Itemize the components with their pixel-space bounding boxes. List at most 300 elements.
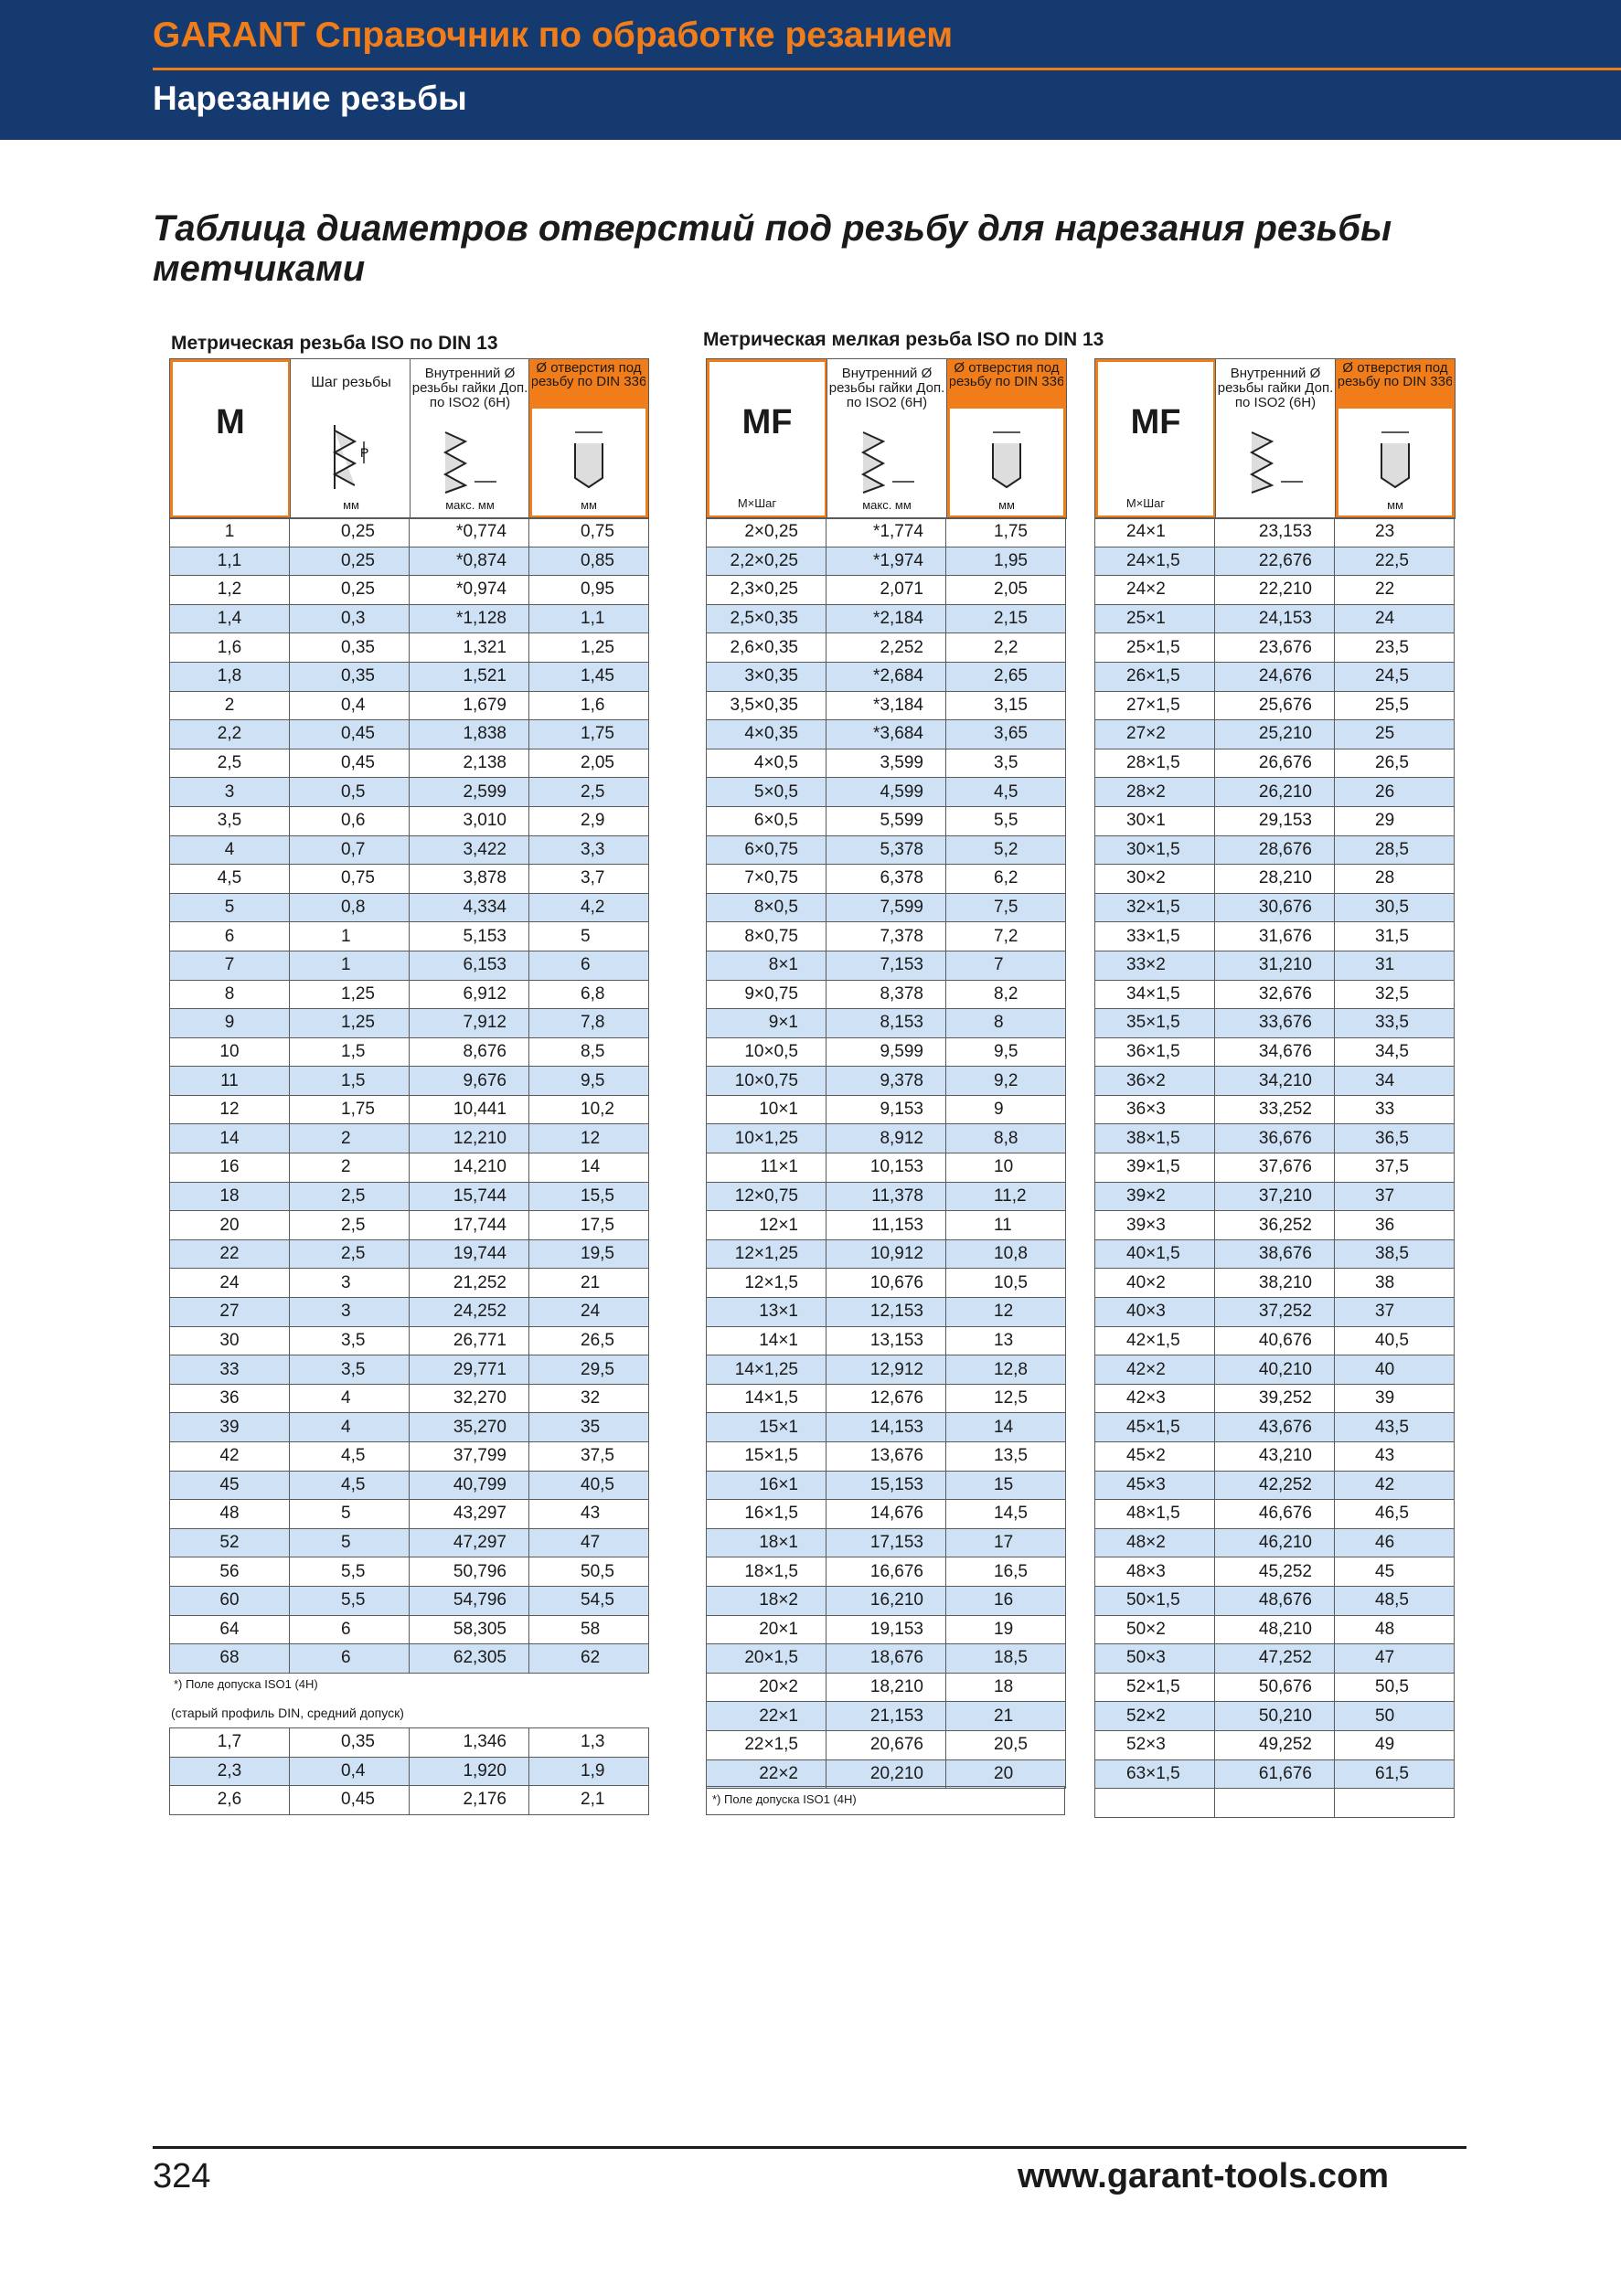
table-cell: 47,297 bbox=[410, 1528, 529, 1557]
table-cell: 13,153 bbox=[826, 1326, 946, 1355]
table-row bbox=[170, 1326, 649, 1355]
table-cell: 10 bbox=[170, 1037, 290, 1067]
table-cell: 2,9 bbox=[529, 806, 649, 835]
table-cell: 11 bbox=[946, 1211, 1066, 1240]
table-cell: 10×1 bbox=[707, 1095, 826, 1124]
section-title: Нарезание резьбы bbox=[153, 80, 467, 117]
table-cell: 2,15 bbox=[946, 604, 1066, 633]
middle-caption: Метрическая мелкая резьба ISO по DIN 13 bbox=[703, 329, 1104, 350]
mf-inner-icon-right bbox=[1246, 430, 1310, 494]
table-cell: 10,676 bbox=[826, 1269, 946, 1298]
table-cell: 2,599 bbox=[410, 778, 529, 807]
table-cell: 40,799 bbox=[410, 1471, 529, 1500]
table-cell: 22×1 bbox=[707, 1702, 826, 1731]
table-cell: 8,5 bbox=[529, 1037, 649, 1067]
table-cell: 20×1 bbox=[707, 1615, 826, 1644]
table-row bbox=[707, 1586, 1066, 1615]
table-cell: 50,5 bbox=[1335, 1673, 1455, 1702]
table-cell: 5×0,5 bbox=[707, 778, 826, 807]
table-cell: 2,5 bbox=[290, 1182, 410, 1211]
table-cell: 26,5 bbox=[529, 1326, 649, 1355]
table-cell: 27 bbox=[170, 1298, 290, 1327]
table-row bbox=[170, 1757, 649, 1786]
table-cell: 1,1 bbox=[170, 547, 290, 576]
table-cell: 7 bbox=[946, 951, 1066, 980]
metric-thread-table bbox=[169, 517, 649, 1674]
table-row bbox=[170, 518, 649, 547]
table-cell: 45×1,5 bbox=[1095, 1413, 1215, 1442]
table-cell: 27×1,5 bbox=[1095, 691, 1215, 720]
table-row bbox=[707, 662, 1066, 691]
table-cell: 11,153 bbox=[826, 1211, 946, 1240]
table-cell: 9,378 bbox=[826, 1067, 946, 1096]
table-cell: 6×0,75 bbox=[707, 835, 826, 865]
pitch-header: Шаг резьбы bbox=[311, 375, 391, 390]
table-cell: 21 bbox=[946, 1702, 1066, 1731]
table-cell: 7,153 bbox=[826, 951, 946, 980]
page-title: Таблица диаметров отверстий под резьбу для нарезания резьбы метчиками bbox=[153, 208, 1392, 289]
m-symbol: M bbox=[216, 403, 245, 441]
table-cell: 6 bbox=[529, 951, 649, 980]
table-cell: 7,599 bbox=[826, 893, 946, 922]
table-cell: 0,25 bbox=[290, 518, 410, 547]
table-cell: 63×1,5 bbox=[1095, 1759, 1215, 1789]
table-row bbox=[707, 1384, 1066, 1413]
table-cell: 11×1 bbox=[707, 1153, 826, 1183]
table-cell: 37 bbox=[1335, 1182, 1455, 1211]
table-cell: 28×1,5 bbox=[1095, 749, 1215, 778]
table-cell: 43 bbox=[1335, 1442, 1455, 1472]
mf-inner-icon bbox=[858, 430, 922, 494]
table-cell: 42×3 bbox=[1095, 1384, 1215, 1413]
table-cell: 1,5 bbox=[290, 1067, 410, 1096]
table-cell: 10,2 bbox=[529, 1095, 649, 1124]
table-cell: 23,676 bbox=[1215, 633, 1335, 663]
table-cell: 24×2 bbox=[1095, 576, 1215, 605]
table-row bbox=[707, 691, 1066, 720]
table-cell: 5,378 bbox=[826, 835, 946, 865]
table-cell: 28,5 bbox=[1335, 835, 1455, 865]
table-cell: 34,5 bbox=[1335, 1037, 1455, 1067]
table-row bbox=[1095, 1211, 1455, 1240]
table-cell: 42 bbox=[170, 1442, 290, 1472]
table-cell: 4,334 bbox=[410, 893, 529, 922]
table-row bbox=[707, 1644, 1066, 1674]
inner-unit: макс. мм bbox=[445, 498, 495, 512]
table-row bbox=[1095, 980, 1455, 1009]
table-row bbox=[707, 633, 1066, 663]
table-cell: 52×2 bbox=[1095, 1702, 1215, 1731]
table-cell: 32 bbox=[529, 1384, 649, 1413]
table-cell: 37 bbox=[1335, 1298, 1455, 1327]
table-cell: 19,5 bbox=[529, 1239, 649, 1269]
table-cell: *2,184 bbox=[826, 604, 946, 633]
table-cell: 5 bbox=[290, 1500, 410, 1529]
table-cell: 12×1 bbox=[707, 1211, 826, 1240]
table-cell: 32,676 bbox=[1215, 980, 1335, 1009]
table-cell: 4 bbox=[170, 835, 290, 865]
table-row bbox=[707, 1702, 1066, 1731]
table-cell: 1,1 bbox=[529, 604, 649, 633]
table-row bbox=[170, 951, 649, 980]
table-cell: 24×1,5 bbox=[1095, 547, 1215, 576]
table-row bbox=[1095, 576, 1455, 605]
table-cell: 1,321 bbox=[410, 633, 529, 663]
table-cell: 30×1 bbox=[1095, 806, 1215, 835]
table-row bbox=[707, 1730, 1066, 1759]
table-cell: 23,5 bbox=[1335, 633, 1455, 663]
table-cell: 14×1 bbox=[707, 1326, 826, 1355]
table-cell: 15,153 bbox=[826, 1471, 946, 1500]
table-row bbox=[707, 1269, 1066, 1298]
table-cell: 36,252 bbox=[1215, 1211, 1335, 1240]
table-cell: 31,210 bbox=[1215, 951, 1335, 980]
table-row bbox=[1095, 691, 1455, 720]
table-cell: 1,521 bbox=[410, 662, 529, 691]
table-cell: 25,210 bbox=[1215, 720, 1335, 749]
table-cell: 37,799 bbox=[410, 1442, 529, 1472]
table-cell: 2,2×0,25 bbox=[707, 547, 826, 576]
table-cell: 39×1,5 bbox=[1095, 1153, 1215, 1183]
table-cell: 1,25 bbox=[290, 1009, 410, 1038]
table-cell: 14×1,25 bbox=[707, 1355, 826, 1385]
table-cell: 15 bbox=[946, 1471, 1066, 1500]
table-cell: 3,5 bbox=[290, 1355, 410, 1385]
table-cell: 16 bbox=[170, 1153, 290, 1183]
table-cell: 29,5 bbox=[529, 1355, 649, 1385]
table-row bbox=[1095, 806, 1455, 835]
table-cell: 68 bbox=[170, 1644, 290, 1674]
table-cell: 40,210 bbox=[1215, 1355, 1335, 1385]
table-cell: 47 bbox=[1335, 1644, 1455, 1674]
table-cell: 8×1 bbox=[707, 951, 826, 980]
table-cell: 14×1,5 bbox=[707, 1384, 826, 1413]
table-cell: 5,5 bbox=[290, 1557, 410, 1587]
table-cell: 8×0,5 bbox=[707, 893, 826, 922]
table-cell: 50 bbox=[1335, 1702, 1455, 1731]
left-footnote: *) Поле допуска ISO1 (4H) bbox=[174, 1677, 318, 1691]
table-cell: 54,796 bbox=[410, 1586, 529, 1615]
table-cell: 5 bbox=[290, 1528, 410, 1557]
table-row bbox=[1095, 1298, 1455, 1327]
table-cell: 10×0,5 bbox=[707, 1037, 826, 1067]
table-row bbox=[1095, 1759, 1455, 1789]
table-cell: 3,15 bbox=[946, 691, 1066, 720]
table-row bbox=[170, 720, 649, 749]
table-row bbox=[707, 1211, 1066, 1240]
page-header bbox=[0, 0, 1621, 140]
table-cell: 4,5 bbox=[946, 778, 1066, 807]
table-cell: 33 bbox=[170, 1355, 290, 1385]
table-cell: 1,8 bbox=[170, 662, 290, 691]
din-old-profile-table bbox=[169, 1727, 649, 1815]
table-cell: 50,5 bbox=[529, 1557, 649, 1587]
table-cell: 42×1,5 bbox=[1095, 1326, 1215, 1355]
table-row bbox=[707, 547, 1066, 576]
table-cell: 36×2 bbox=[1095, 1067, 1215, 1096]
table-row bbox=[170, 749, 649, 778]
table-cell: 1,4 bbox=[170, 604, 290, 633]
table-cell: 28,210 bbox=[1215, 865, 1335, 894]
table-row bbox=[707, 1095, 1066, 1124]
table-cell: 50,676 bbox=[1215, 1673, 1335, 1702]
table-cell: 13,676 bbox=[826, 1442, 946, 1472]
svg-text:P: P bbox=[360, 445, 369, 460]
table-cell: 2,6×0,35 bbox=[707, 633, 826, 663]
table-cell: 34,210 bbox=[1215, 1067, 1335, 1096]
table-row bbox=[170, 806, 649, 835]
table-cell: 4 bbox=[290, 1384, 410, 1413]
table-cell: 38,210 bbox=[1215, 1269, 1335, 1298]
table-cell: 28 bbox=[1335, 865, 1455, 894]
table-cell: 25,5 bbox=[1335, 691, 1455, 720]
table-cell: 4,2 bbox=[529, 893, 649, 922]
table-cell: 7,2 bbox=[946, 922, 1066, 951]
table-cell: 26,771 bbox=[410, 1326, 529, 1355]
table-row bbox=[170, 1471, 649, 1500]
table-cell: 12 bbox=[170, 1095, 290, 1124]
table-cell: 49 bbox=[1335, 1730, 1455, 1759]
table-cell: 9,676 bbox=[410, 1067, 529, 1096]
table-row bbox=[170, 662, 649, 691]
table-row bbox=[170, 1211, 649, 1240]
fine-thread-table-2 bbox=[1094, 517, 1455, 1818]
table-cell: 14,210 bbox=[410, 1153, 529, 1183]
table-cell: 2,5×0,35 bbox=[707, 604, 826, 633]
table-cell: 6,378 bbox=[826, 865, 946, 894]
table-cell: 12,676 bbox=[826, 1384, 946, 1413]
table-cell: 60 bbox=[170, 1586, 290, 1615]
table-row bbox=[707, 720, 1066, 749]
table-cell: 12,153 bbox=[826, 1298, 946, 1327]
table-row bbox=[170, 1124, 649, 1153]
table-cell: 48,676 bbox=[1215, 1586, 1335, 1615]
table-cell: 38×1,5 bbox=[1095, 1124, 1215, 1153]
table-row bbox=[170, 893, 649, 922]
mf-drill-unit: мм bbox=[998, 498, 1015, 512]
table-cell: 26,676 bbox=[1215, 749, 1335, 778]
table-row bbox=[1095, 1644, 1455, 1674]
table-cell: 8,8 bbox=[946, 1124, 1066, 1153]
table-row bbox=[707, 835, 1066, 865]
table-row bbox=[170, 1384, 649, 1413]
table-cell: 16×1 bbox=[707, 1471, 826, 1500]
table-cell: 19,153 bbox=[826, 1615, 946, 1644]
table-cell: 33×1,5 bbox=[1095, 922, 1215, 951]
table-cell: 5,5 bbox=[946, 806, 1066, 835]
table-cell: 37,5 bbox=[529, 1442, 649, 1472]
table-cell: 22,676 bbox=[1215, 547, 1335, 576]
left-caption: Метрическая резьба ISO по DIN 13 bbox=[171, 333, 498, 354]
table-row bbox=[170, 1182, 649, 1211]
table-row bbox=[707, 1557, 1066, 1587]
table-cell: 7×0,75 bbox=[707, 865, 826, 894]
table-cell: 4×0,35 bbox=[707, 720, 826, 749]
table-cell: 33,5 bbox=[1335, 1009, 1455, 1038]
table-cell: 50×1,5 bbox=[1095, 1586, 1215, 1615]
table-row bbox=[707, 1355, 1066, 1385]
table-cell: 10,8 bbox=[946, 1239, 1066, 1269]
table-cell: 16,676 bbox=[826, 1557, 946, 1587]
table-cell: 18,5 bbox=[946, 1644, 1066, 1674]
table-row bbox=[1095, 1153, 1455, 1183]
table-cell: *1,774 bbox=[826, 518, 946, 547]
table-cell: 2,05 bbox=[946, 576, 1066, 605]
table-cell: 52×3 bbox=[1095, 1730, 1215, 1759]
table-cell: 25×1 bbox=[1095, 604, 1215, 633]
table-cell: 3 bbox=[170, 778, 290, 807]
table-cell: 40×3 bbox=[1095, 1298, 1215, 1327]
table-cell: 0,45 bbox=[290, 1786, 410, 1815]
table-cell bbox=[1215, 1789, 1335, 1818]
table-row bbox=[170, 778, 649, 807]
table-cell: 24 bbox=[529, 1298, 649, 1327]
table-row bbox=[707, 865, 1066, 894]
table-cell: 1,95 bbox=[946, 547, 1066, 576]
pitch-unit: мм bbox=[343, 498, 359, 512]
table-cell: 2,65 bbox=[946, 662, 1066, 691]
table-cell: 33,252 bbox=[1215, 1095, 1335, 1124]
left-table-header bbox=[169, 358, 649, 519]
table-cell: 24,252 bbox=[410, 1298, 529, 1327]
table-row bbox=[1095, 893, 1455, 922]
table-row bbox=[707, 1067, 1066, 1096]
table-row bbox=[707, 980, 1066, 1009]
table-cell: 61,676 bbox=[1215, 1759, 1335, 1789]
table-cell: 2,2 bbox=[170, 720, 290, 749]
table-cell: 2,1 bbox=[529, 1786, 649, 1815]
table-row bbox=[1095, 1586, 1455, 1615]
table-cell: 0,45 bbox=[290, 720, 410, 749]
table-cell: 18 bbox=[946, 1673, 1066, 1702]
table-cell: 36 bbox=[170, 1384, 290, 1413]
table-cell: 12×1,25 bbox=[707, 1239, 826, 1269]
table-row bbox=[707, 576, 1066, 605]
table-cell: 37,676 bbox=[1215, 1153, 1335, 1183]
table-cell: 48×3 bbox=[1095, 1557, 1215, 1587]
table-cell: 8,378 bbox=[826, 980, 946, 1009]
table-row bbox=[170, 576, 649, 605]
table-row bbox=[170, 1500, 649, 1529]
table-cell: 28×2 bbox=[1095, 778, 1215, 807]
table-cell: 6 bbox=[290, 1615, 410, 1644]
table-row bbox=[707, 1124, 1066, 1153]
table-cell: 10,5 bbox=[946, 1269, 1066, 1298]
table-row bbox=[707, 1009, 1066, 1038]
table-cell: 40,676 bbox=[1215, 1326, 1335, 1355]
table-row bbox=[707, 1615, 1066, 1644]
table-cell: 6,2 bbox=[946, 865, 1066, 894]
table-cell: 26,210 bbox=[1215, 778, 1335, 807]
table-row bbox=[1095, 1413, 1455, 1442]
table-cell: 24,5 bbox=[1335, 662, 1455, 691]
table-cell: 14 bbox=[946, 1413, 1066, 1442]
table-cell: *3,184 bbox=[826, 691, 946, 720]
table-cell: *1,128 bbox=[410, 604, 529, 633]
table-cell: 62,305 bbox=[410, 1644, 529, 1674]
table-row bbox=[170, 980, 649, 1009]
table-row bbox=[1095, 749, 1455, 778]
table-cell: 40 bbox=[1335, 1355, 1455, 1385]
page-number: 324 bbox=[153, 2157, 211, 2195]
table-cell: 6,153 bbox=[410, 951, 529, 980]
table-cell: 26×1,5 bbox=[1095, 662, 1215, 691]
table-row bbox=[1095, 1384, 1455, 1413]
table-cell: 0,4 bbox=[290, 1757, 410, 1786]
table-cell: 32,270 bbox=[410, 1384, 529, 1413]
table-cell: 48 bbox=[170, 1500, 290, 1529]
table-cell: 17 bbox=[946, 1528, 1066, 1557]
table-cell: 2,05 bbox=[529, 749, 649, 778]
table-row bbox=[1095, 1442, 1455, 1472]
table-cell: 24 bbox=[1335, 604, 1455, 633]
table-row bbox=[1095, 1615, 1455, 1644]
mf-drill-header: Ø отверстия под резьбу по DIN 336 bbox=[947, 359, 1066, 409]
table-cell bbox=[1095, 1789, 1215, 1818]
table-cell: 2,252 bbox=[826, 633, 946, 663]
table-cell: 52×1,5 bbox=[1095, 1673, 1215, 1702]
table-row bbox=[1095, 604, 1455, 633]
table-row bbox=[707, 1239, 1066, 1269]
table-cell: 3 bbox=[290, 1269, 410, 1298]
table-cell: 1,838 bbox=[410, 720, 529, 749]
table-cell: 0,35 bbox=[290, 633, 410, 663]
table-cell: 37,5 bbox=[1335, 1153, 1455, 1183]
table-row bbox=[1095, 835, 1455, 865]
table-row bbox=[170, 1644, 649, 1674]
table-cell: 50,210 bbox=[1215, 1702, 1335, 1731]
table-row bbox=[1095, 720, 1455, 749]
table-cell: 1,25 bbox=[290, 980, 410, 1009]
table-cell: 36,676 bbox=[1215, 1124, 1335, 1153]
table-cell: 5 bbox=[529, 922, 649, 951]
table-cell: 1 bbox=[290, 922, 410, 951]
table-row bbox=[170, 1009, 649, 1038]
table-cell: 15,5 bbox=[529, 1182, 649, 1211]
table-cell: 6 bbox=[290, 1644, 410, 1674]
table-cell: 13,5 bbox=[946, 1442, 1066, 1472]
table-cell: 43 bbox=[529, 1500, 649, 1529]
table-cell: 30×1,5 bbox=[1095, 835, 1215, 865]
table-cell: 0,8 bbox=[290, 893, 410, 922]
table-cell: 0,95 bbox=[529, 576, 649, 605]
table-cell: 14 bbox=[529, 1153, 649, 1183]
table-cell: 18 bbox=[170, 1182, 290, 1211]
table-cell: 4,5 bbox=[170, 865, 290, 894]
table-row bbox=[170, 633, 649, 663]
table-cell: 8,676 bbox=[410, 1037, 529, 1067]
table-cell: 22,5 bbox=[1335, 547, 1455, 576]
table-cell: 12 bbox=[946, 1298, 1066, 1327]
table-cell: 47,252 bbox=[1215, 1644, 1335, 1674]
website-url: www.garant-tools.com bbox=[1018, 2157, 1390, 2195]
table-cell: 19,744 bbox=[410, 1239, 529, 1269]
table-cell: 3,5 bbox=[946, 749, 1066, 778]
table-row bbox=[707, 1037, 1066, 1067]
table-cell: 12×0,75 bbox=[707, 1182, 826, 1211]
table-cell: 3,5 bbox=[170, 806, 290, 835]
mf-drill-unit-right: мм bbox=[1387, 498, 1403, 512]
table-cell: *2,684 bbox=[826, 662, 946, 691]
table-cell: 1,346 bbox=[410, 1728, 529, 1758]
table-cell: 30,5 bbox=[1335, 893, 1455, 922]
table-row bbox=[170, 1413, 649, 1442]
mf-drill-icon-right bbox=[1365, 423, 1429, 496]
table-cell: 24×1 bbox=[1095, 518, 1215, 547]
table-cell: 12,210 bbox=[410, 1124, 529, 1153]
table-cell: 29 bbox=[1335, 806, 1455, 835]
table-cell: 43,5 bbox=[1335, 1413, 1455, 1442]
